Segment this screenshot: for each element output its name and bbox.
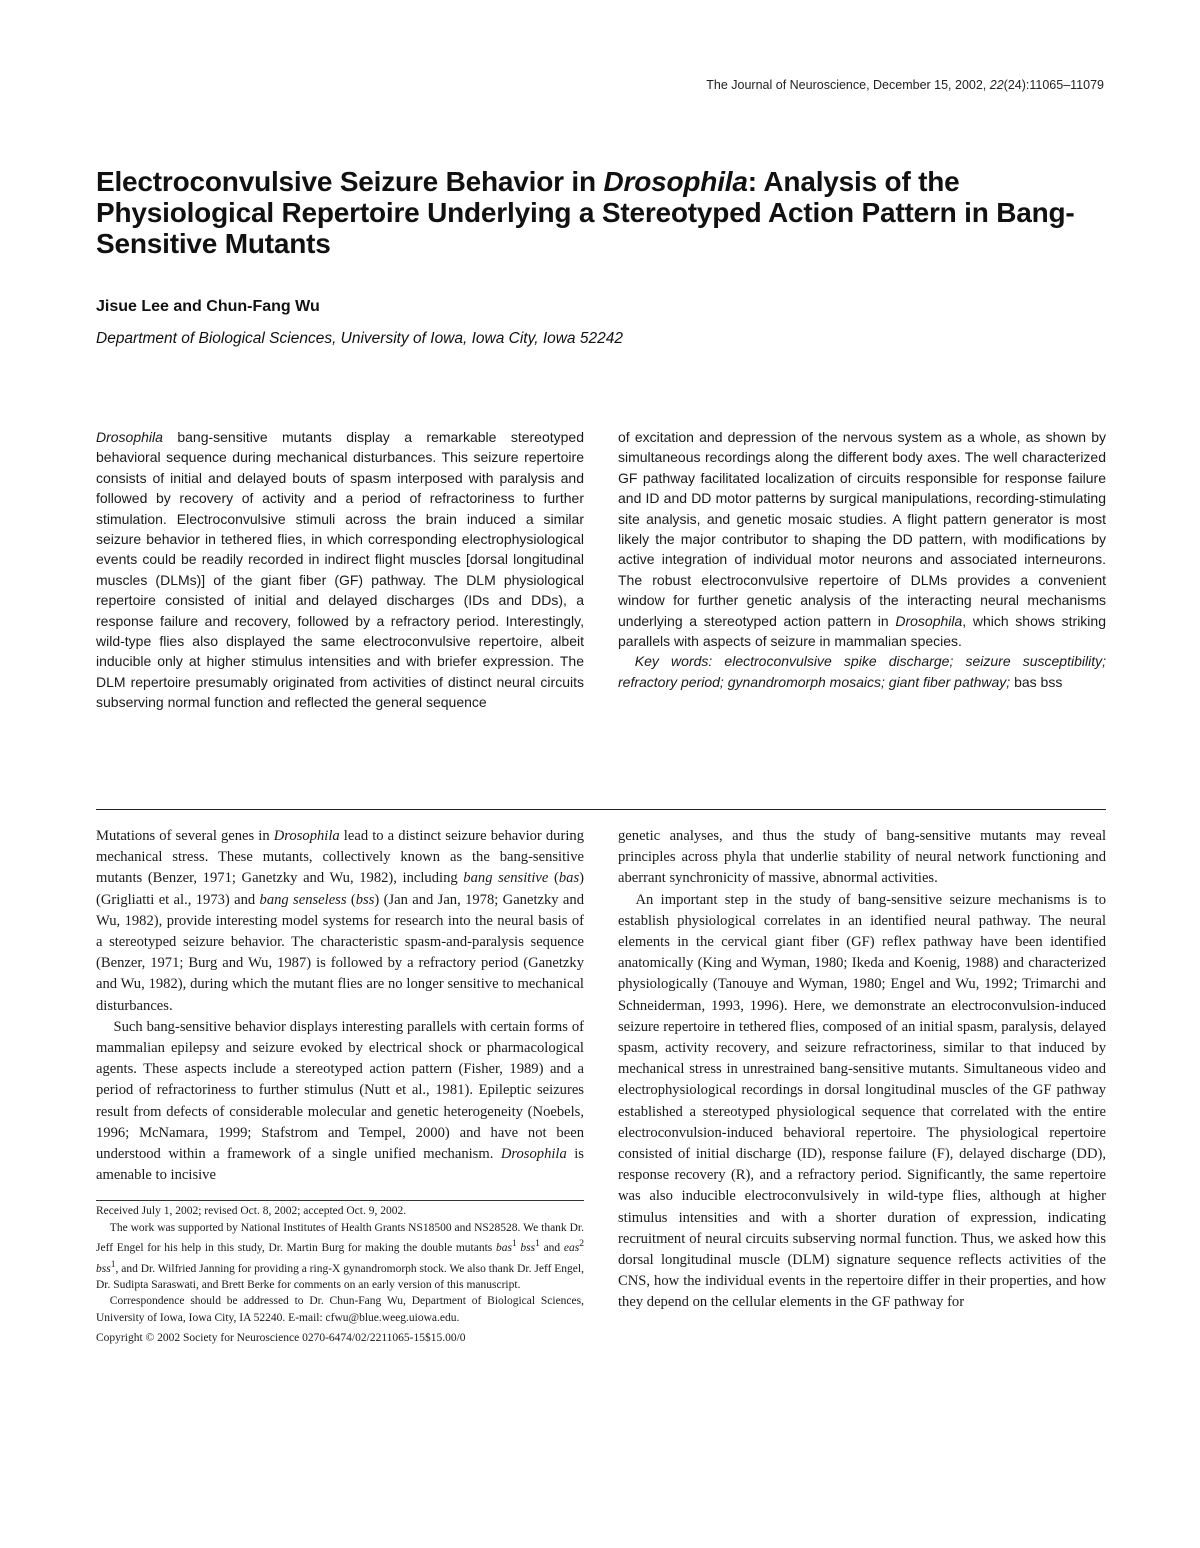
text-run: ( xyxy=(346,891,356,908)
body-paragraph-4: An important step in the study of bang-sensitive seizure mechanisms is to establish physiological correlates in an identified neural pathway. The neural elements in the cervical giant fiber (GF) reflex pathway have been identified anatomically (King and Wyman, 1980; Ikeda and Koenig, 1988) and characterized physiologically (Tanouye and Wyman, 1980; Engel and Wu, 1992; Trimarchi and Schneiderman, 1993, 1996). Here, we demonstrate an electroconvulsion-induced seizure repertoire in tethered flies, composed of an initial spasm, paralysis, delayed spasm, activity recovery, and seizure refractoriness, similar to that induced by mechanical stress in unrestrained bang-sensitive mutants. Simultaneous video and electrophysiological recordings in dorsal longitudinal muscles of the GF pathway established a stereotyped physiological sequence that correlated with the entire electroconvulsion-induced behavioral repertoire. The physiological repertoire consisted of initial discharge (ID), response failure (F), delayed discharge (DD), response recovery (R), and a refractory period. Significantly, the same repertoire was also inducible electroconvulsively in wild-type flies, although at higher stimulus intensities and with a shorter duration of expression, indicating recruitment of neural circuits subserving normal function. Thus, we asked how this dorsal longitudinal muscle (DLM) signature sequence reflects activities of the CNS, how the individual events in the repertoire differ in their properties, and how they depend on the cellular elements in the GF pathway for xyxy=(618,891,1106,1311)
title-part-2: : Analysis of the Physiological Repertoire Underlying a Stereotyped Action Pattern in Bang-Sensitive Mutants xyxy=(96,166,1075,259)
article-body xyxy=(96,826,1106,1346)
italic-run: bas xyxy=(495,1242,512,1255)
text-run: ) (Grigliatti et al., 1973) and xyxy=(96,870,584,908)
affiliation: Department of Biological Sciences, University of Iowa, Iowa City, Iowa 52242 xyxy=(96,330,623,347)
abstract-right-text-1: of excitation and depression of the nervous system as a whole, as shown by simultaneous recordings along the different body axes. The well characterized GF pathway facilitated localization of circuits responsible for response failure and ID and DD motor patterns by surgical manipulations, recording-stimulating site analysis, and genetic mosaic studies. A flight pattern generator is most likely the major contributor to shaping the DD pattern, with modifications by active integration of individual motor neurons and associated interneurons. The robust electroconvulsive repertoire of DLMs provides a convenient window for further genetic analysis of the interacting neural mechanisms underlying a stereotyped action pattern in xyxy=(618,429,1106,629)
text-run: is amenable to incisive xyxy=(96,1146,584,1184)
text-run: ) (Jan and Jan, 1978; Ganetzky and Wu, 1982), provide interesting model systems for research into the neural basis of a stereotyped seizure behavior. The characteristic spasm-and-paralysis sequence (Benzer, 1971; Burg and Wu, 1987) is followed by a refractory period (Ganetzky and Wu, 1982), during which the mutant flies are no longer sensitive to mechanical disturbances. xyxy=(96,891,584,1014)
keywords-plain: bas bss xyxy=(1010,673,1063,690)
journal-citation-text: The Journal of Neuroscience, December 15, 2002, xyxy=(706,78,990,92)
italic-run: Drosophila xyxy=(500,1146,567,1163)
italic-run: eas xyxy=(563,1242,580,1255)
text-run: Mutations of several genes in xyxy=(96,828,274,844)
abstract-paragraph-1 xyxy=(96,427,584,713)
text-run: and xyxy=(539,1242,564,1255)
abstract-lead-italic: Drosophila xyxy=(96,429,163,445)
abstract-right-column xyxy=(618,427,1106,713)
abstract-paragraph-2 xyxy=(618,427,1106,651)
abstract-left-column xyxy=(96,427,584,713)
footnote-copyright: Copyright © 2002 Society for Neuroscience 0270-6474/02/2211065-15$15.00/0 xyxy=(96,1331,466,1344)
title-part-1: Electroconvulsive Seizure Behavior in xyxy=(96,166,604,197)
superscript: 1 xyxy=(535,1238,540,1250)
body-paragraph-3: genetic analyses, and thus the study of bang-sensitive mutants may reveal principles across phyla that underlie stability of neural network functioning and aberrant synchronicity of massive, abnormal activities. xyxy=(618,828,1106,887)
superscript: 2 xyxy=(579,1238,584,1250)
abstract-left-text: bang-sensitive mutants display a remarkable stereotyped behavioral sequence during mechanical disturbances. This seizure repertoire consists of initial and delayed bouts of spasm interposed with paralysis and followed by recovery of activity and a period of refractoriness to further stimulation. Electroconvulsive stimuli across the brain induced a similar seizure behavior in tethered flies, in which corresponding electrophysiological events could be readily recorded in indirect flight muscles [dorsal longitudinal muscles (DLMs)] of the giant fiber (GF) pathway. The DLM physiological repertoire consisted of initial and delayed discharges (IDs and DDs), a response failure and recovery, followed by a refractory period. Interestingly, wild-type flies also displayed the same electroconvulsive repertoire, albeit inducible only at higher stimulus intensities and with briefer expression. The DLM repertoire presumably originated from activities of distinct neural circuits subserving normal function and reflected the general sequence xyxy=(96,429,584,711)
abstract-right-text-2: , which shows striking parallels with aspects of seizure in mammalian species. xyxy=(618,612,1106,650)
italic-run: bas xyxy=(558,870,580,887)
body-left-column xyxy=(96,826,584,1346)
footnote-correspondence: Correspondence should be addressed to Dr. Chun-Fang Wu, Department of Biological Sciences, University of Iowa, Iowa City, IA 52240. E-mail: cfwu@blue.weeg.uiowa.edu. xyxy=(96,1295,584,1324)
italic-run: Drosophila xyxy=(273,828,340,844)
body-paragraph-2 xyxy=(96,1017,584,1187)
superscript: 1 xyxy=(110,1258,116,1270)
article-title xyxy=(96,166,1106,259)
italic-run: bss xyxy=(516,1242,536,1255)
abstract-divider xyxy=(96,809,1106,810)
text-run: , and Dr. Wilfried Janning for providing a ring-X gynandromorph stock. We also thank Dr. Jeff Engel, Dr. Sudipta Saraswati, and Brett Berke for comments on an early version of this manuscript. xyxy=(96,1262,584,1291)
abstract xyxy=(96,427,1106,713)
text-run: lead to a distinct seizure behavior during mechanical stress. These mutants, collectively known as the bang-sensitive mutants (Benzer, 1971; Ganetzky and Wu, 1982), including xyxy=(96,828,584,887)
authors: Jisue Lee and Chun-Fang Wu xyxy=(96,298,320,315)
italic-run: bss xyxy=(355,891,375,908)
title-italic: Drosophila xyxy=(603,166,748,197)
journal-issue-pages: (24):11065–11079 xyxy=(1003,78,1104,92)
text-run: Such bang-sensitive behavior displays interesting parallels with certain forms of mammalian epilepsy and seizure evoked by electrical shock or pharmacological agents. These aspects include a stereotyped action pattern (Fisher, 1989) and a period of refractoriness to further stimulus (Nutt et al., 1981). Epileptic seizures result from defects of considerable molecular and genetic heterogeneity (Noebels, 1996; McNamara, 1999; Stafstrom and Tempel, 2000) and have not been understood within a framework of a single unified mechanism. xyxy=(96,1018,584,1163)
text-run: ( xyxy=(548,870,559,887)
superscript: 1 xyxy=(511,1238,517,1250)
italic-run: bss xyxy=(96,1262,111,1275)
italic-run: bang sensitive xyxy=(463,870,549,887)
journal-citation xyxy=(706,78,1104,92)
keywords-italic: Key words: electroconvulsive spike discharge; seizure susceptibility; refractory period; gynandromorph mosaics; giant fiber pathway; xyxy=(618,653,1106,690)
italic-run: bang senseless xyxy=(259,891,347,908)
footnote-received: Received July 1, 2002; revised Oct. 8, 2002; accepted Oct. 9, 2002. xyxy=(96,1205,407,1218)
body-right-column xyxy=(618,826,1106,1346)
body-paragraph-1 xyxy=(96,826,584,1017)
footnote-divider xyxy=(96,1200,584,1201)
footnote-support xyxy=(96,1220,584,1293)
keywords xyxy=(618,651,1106,692)
footnotes xyxy=(96,1203,584,1346)
abstract-right-italic: Drosophila xyxy=(895,612,963,629)
text-run: The work was supported by National Institutes of Health Grants NS18500 and NS28528. We thank Dr. Jeff Engel for his help in this study, Dr. Martin Burg for making the double mutants xyxy=(96,1221,584,1255)
journal-volume: 22 xyxy=(989,78,1004,92)
